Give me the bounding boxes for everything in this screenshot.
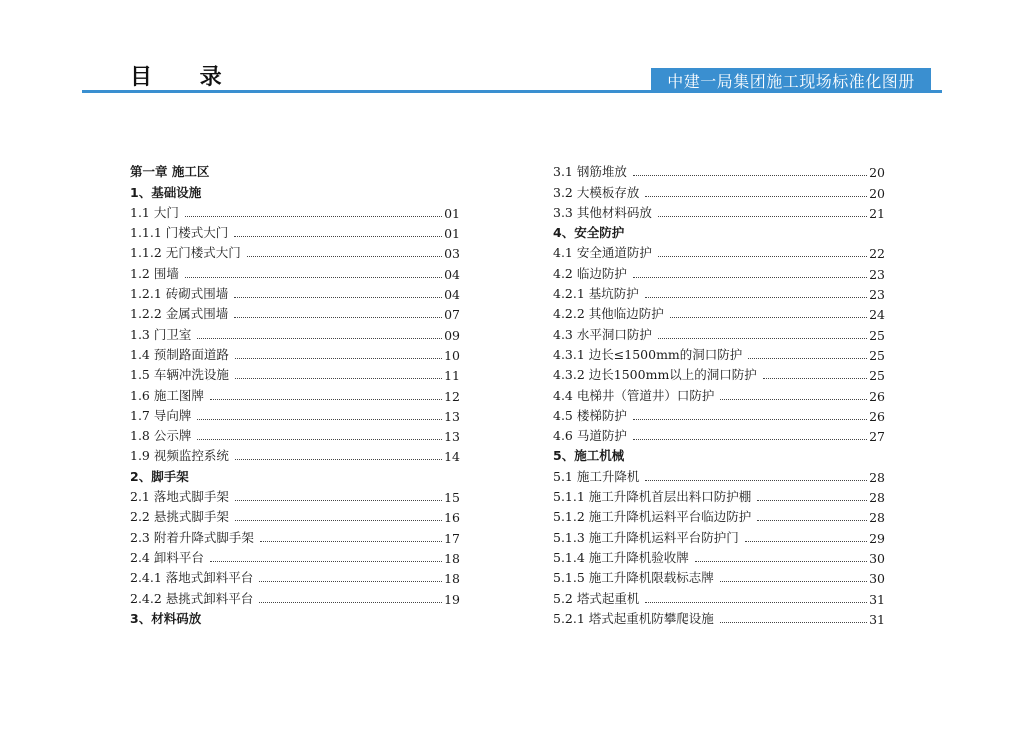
toc-section-heading [130, 464, 460, 484]
dot-leader [720, 581, 867, 582]
toc-entry-label: 5、施工机械 [553, 448, 625, 464]
dot-leader [645, 297, 867, 298]
toc-entry[interactable] [130, 566, 460, 586]
toc-entry-label: 4.3.1 边长≤1500mm的洞口防护 [553, 346, 743, 362]
toc-entry[interactable] [553, 282, 885, 302]
toc-entry-label: 3.1 钢筋堆放 [553, 164, 627, 180]
toc-entry-page-number: 18 [444, 571, 460, 587]
dot-leader [633, 419, 867, 420]
toc-entry-page-number: 16 [444, 510, 460, 526]
dot-leader [197, 439, 442, 440]
toc-entry-label: 5.1.5 施工升降机限载标志牌 [553, 570, 714, 586]
toc-entry-label: 1.4 预制路面道路 [130, 346, 229, 362]
dot-leader [234, 317, 442, 318]
toc-entry-label: 4.5 楼梯防护 [553, 407, 627, 423]
toc-entry-label: 4.4 电梯井（管道井）口防护 [553, 387, 715, 403]
toc-entry-label: 1、基础设施 [130, 184, 202, 200]
toc-entry[interactable] [553, 160, 885, 180]
toc-entry-label: 第一章 施工区 [130, 164, 210, 180]
toc-entry-page-number: 14 [444, 449, 460, 465]
toc-entry-page-number: 01 [444, 205, 460, 221]
toc-entry-label: 1.2.2 金属式围墙 [130, 306, 229, 322]
toc-entry-label: 2、脚手架 [130, 468, 189, 484]
toc-entry-label: 4.2.1 基坑防护 [553, 286, 639, 302]
toc-entry-label: 4.6 马道防护 [553, 428, 627, 444]
toc-entry-page-number: 25 [869, 347, 885, 363]
dot-leader [745, 541, 867, 542]
dot-leader [185, 277, 442, 278]
toc-entry[interactable] [553, 546, 885, 566]
dot-leader [658, 338, 867, 339]
toc-entry-page-number: 04 [444, 287, 460, 303]
toc-left-column [130, 160, 460, 627]
header-rule [82, 90, 942, 93]
brand-tag: 中建一局集团施工现场标准化图册 [651, 68, 931, 92]
toc-entry-page-number: 19 [444, 591, 460, 607]
toc-entry-label: 5.1.2 施工升降机运料平台临边防护 [553, 509, 752, 525]
toc-entry-label: 1.1.1 门楼式大门 [130, 225, 229, 241]
toc-entry[interactable] [553, 363, 885, 383]
toc-entry-page-number: 23 [869, 287, 885, 303]
toc-entry[interactable] [553, 607, 885, 627]
toc-entry-page-number: 04 [444, 266, 460, 282]
dot-leader [234, 236, 442, 237]
toc-entry[interactable] [130, 444, 460, 464]
toc-section-heading [553, 221, 885, 241]
toc-entry-page-number: 26 [869, 388, 885, 404]
toc-entry[interactable] [130, 261, 460, 281]
dot-leader [259, 602, 442, 603]
toc-entry-label: 1.3 门卫室 [130, 326, 192, 342]
toc-entry-label: 3.3 其他材料码放 [553, 204, 652, 220]
toc-entry-label: 1.1.2 无门楼式大门 [130, 245, 241, 261]
toc-entry-label: 5.1 施工升降机 [553, 468, 640, 484]
toc-entry[interactable] [130, 525, 460, 545]
toc-entry[interactable] [553, 485, 885, 505]
toc-entry[interactable] [553, 566, 885, 586]
toc-entry-label: 1.5 车辆冲洗设施 [130, 367, 229, 383]
toc-entry-label: 5.2 塔式起重机 [553, 590, 640, 606]
toc-entry-page-number: 20 [869, 185, 885, 201]
toc-entry-page-number: 28 [869, 510, 885, 526]
toc-entry[interactable] [130, 322, 460, 342]
toc-entry-label: 4.2.2 其他临边防护 [553, 306, 664, 322]
toc-section-heading [130, 160, 460, 180]
toc-entry[interactable] [553, 424, 885, 444]
dot-leader [185, 216, 442, 217]
toc-section-heading [130, 607, 460, 627]
dot-leader [645, 602, 867, 603]
toc-entry[interactable] [553, 322, 885, 342]
toc-entry-page-number: 18 [444, 550, 460, 566]
toc-entry[interactable] [130, 546, 460, 566]
toc-entry[interactable] [553, 241, 885, 261]
toc-entry-label: 1.1 大门 [130, 204, 179, 220]
toc-entry[interactable] [553, 383, 885, 403]
dot-leader [645, 196, 867, 197]
toc-entry-label: 1.7 导向牌 [130, 407, 192, 423]
toc-entry-page-number: 27 [869, 429, 885, 445]
toc-entry-page-number: 26 [869, 408, 885, 424]
toc-entry[interactable] [553, 505, 885, 525]
dot-leader [197, 338, 442, 339]
toc-entry-page-number: 23 [869, 266, 885, 282]
toc-section-heading [130, 180, 460, 200]
toc-entry-page-number: 29 [869, 530, 885, 546]
dot-leader [670, 317, 867, 318]
toc-entry[interactable] [130, 404, 460, 424]
toc-entry[interactable] [553, 180, 885, 200]
toc-entry-label: 2.4.2 悬挑式卸料平台 [130, 590, 254, 606]
dot-leader [197, 419, 442, 420]
toc-entry[interactable] [553, 201, 885, 221]
toc-entry-label: 5.1.3 施工升降机运料平台防护门 [553, 529, 739, 545]
dot-leader [695, 561, 867, 562]
toc-entry-page-number: 12 [444, 388, 460, 404]
toc-entry[interactable] [553, 343, 885, 363]
dot-leader [633, 439, 867, 440]
toc-entry-page-number: 25 [869, 368, 885, 384]
toc-right-column [553, 160, 885, 627]
toc-entry-label: 5.1.1 施工升降机首层出料口防护棚 [553, 489, 752, 505]
toc-entry-label: 5.1.4 施工升降机验收牌 [553, 549, 689, 565]
toc-entry-page-number: 22 [869, 246, 885, 262]
toc-entry-page-number: 31 [869, 611, 885, 627]
toc-entry-page-number: 31 [869, 591, 885, 607]
toc-entry-page-number: 15 [444, 490, 460, 506]
dot-leader [748, 358, 867, 359]
dot-leader [210, 561, 442, 562]
toc-entry[interactable] [553, 404, 885, 424]
dot-leader [247, 256, 442, 257]
toc-entry-label: 2.4 卸料平台 [130, 549, 204, 565]
dot-leader [633, 277, 867, 278]
dot-leader [235, 358, 442, 359]
toc-entry[interactable] [130, 241, 460, 261]
toc-entry[interactable] [130, 505, 460, 525]
dot-leader [757, 520, 867, 521]
toc-entry[interactable] [130, 282, 460, 302]
toc-entry[interactable] [553, 302, 885, 322]
toc-entry-label: 5.2.1 塔式起重机防攀爬设施 [553, 610, 714, 626]
dot-leader [235, 520, 442, 521]
toc-entry-page-number: 25 [869, 327, 885, 343]
dot-leader [235, 378, 442, 379]
dot-leader [235, 459, 442, 460]
toc-entry[interactable] [130, 383, 460, 403]
page-title: 目 录 [130, 65, 242, 90]
toc-section-heading [553, 444, 885, 464]
toc-entry-page-number: 07 [444, 307, 460, 323]
toc-entry-page-number: 13 [444, 408, 460, 424]
dot-leader [235, 500, 442, 501]
toc-entry-page-number: 30 [869, 550, 885, 566]
toc-entry[interactable] [130, 424, 460, 444]
dot-leader [259, 581, 442, 582]
toc-entry-page-number: 09 [444, 327, 460, 343]
toc-entry[interactable] [130, 363, 460, 383]
toc-entry[interactable] [553, 261, 885, 281]
toc-entry-page-number: 28 [869, 469, 885, 485]
dot-leader [763, 378, 867, 379]
toc-entry-page-number: 28 [869, 490, 885, 506]
toc-entry[interactable] [130, 586, 460, 606]
toc-entry[interactable] [553, 525, 885, 545]
toc-entry-label: 1.2.1 砖砌式围墙 [130, 286, 229, 302]
toc-entry-label: 3.2 大模板存放 [553, 184, 640, 200]
dot-leader [720, 399, 867, 400]
toc-entry[interactable] [130, 201, 460, 221]
toc-entry-label: 4.1 安全通道防护 [553, 245, 652, 261]
dot-leader [234, 297, 442, 298]
toc-entry-page-number: 17 [444, 530, 460, 546]
dot-leader [645, 480, 867, 481]
toc-entry-label: 4.3.2 边长1500mm以上的洞口防护 [553, 367, 757, 383]
toc-entry-label: 1.6 施工图牌 [130, 387, 204, 403]
toc-entry-label: 1.9 视频监控系统 [130, 448, 229, 464]
dot-leader [757, 500, 867, 501]
toc-entry-label: 2.4.1 落地式卸料平台 [130, 570, 254, 586]
dot-leader [658, 256, 867, 257]
toc-entry-page-number: 30 [869, 571, 885, 587]
toc-entry[interactable] [130, 221, 460, 241]
toc-entry-page-number: 13 [444, 429, 460, 445]
toc-entry-label: 2.2 悬挑式脚手架 [130, 509, 229, 525]
toc-entry-label: 4.2 临边防护 [553, 265, 627, 281]
dot-leader [633, 175, 867, 176]
dot-leader [720, 622, 867, 623]
toc-entry-label: 4.3 水平洞口防护 [553, 326, 652, 342]
toc-entry-label: 2.1 落地式脚手架 [130, 489, 229, 505]
toc-entry-label: 1.2 围墙 [130, 265, 179, 281]
toc-entry-page-number: 01 [444, 226, 460, 242]
toc-entry-page-number: 03 [444, 246, 460, 262]
toc-entry[interactable] [130, 302, 460, 322]
toc-entry[interactable] [553, 464, 885, 484]
toc-entry[interactable] [553, 586, 885, 606]
toc-entry-page-number: 11 [444, 368, 460, 384]
toc-entry-page-number: 10 [444, 347, 460, 363]
dot-leader [210, 399, 442, 400]
dot-leader [260, 541, 442, 542]
toc-entry-page-number: 20 [869, 165, 885, 181]
toc-entry-page-number: 24 [869, 307, 885, 323]
toc-entry-label: 4、安全防护 [553, 225, 625, 241]
dot-leader [658, 216, 867, 217]
toc-entry-label: 3、材料码放 [130, 610, 202, 626]
toc-entry[interactable] [130, 343, 460, 363]
toc-entry-label: 1.8 公示牌 [130, 428, 192, 444]
toc-entry-page-number: 21 [869, 205, 885, 221]
toc-entry[interactable] [130, 485, 460, 505]
toc-entry-label: 2.3 附着升降式脚手架 [130, 529, 254, 545]
